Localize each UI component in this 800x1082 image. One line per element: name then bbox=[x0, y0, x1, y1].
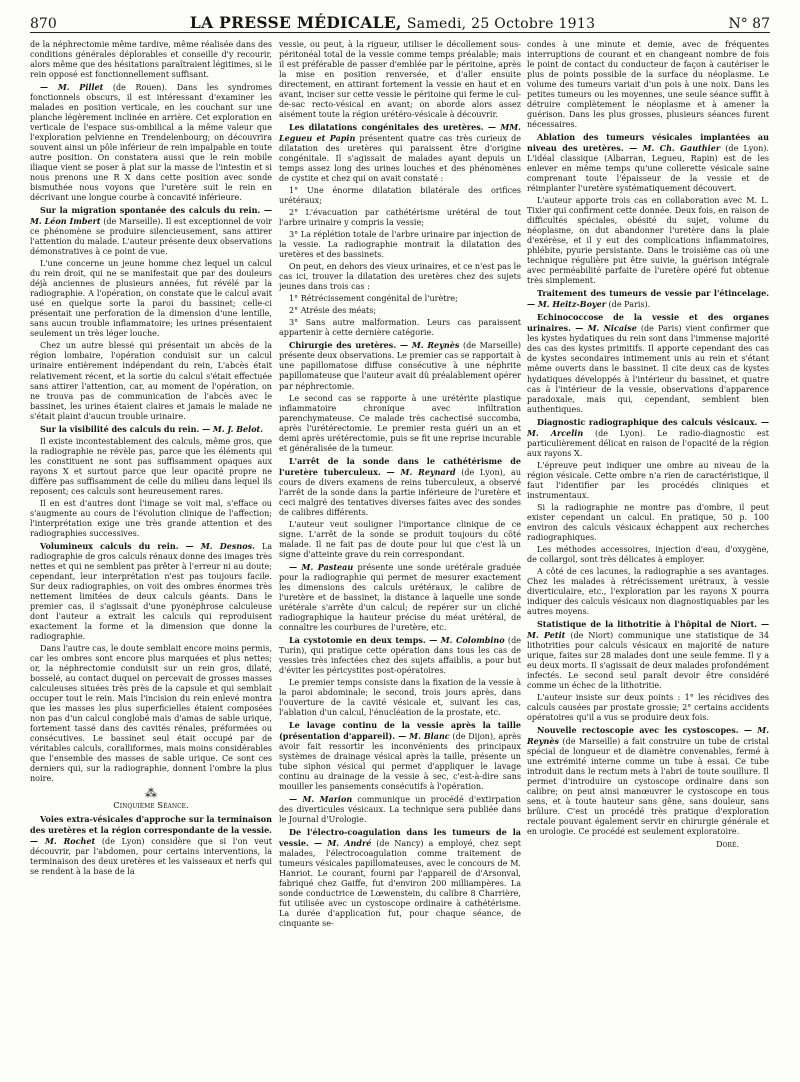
author-name: — M. Reynard bbox=[380, 466, 456, 477]
paragraph-text: (de Lyon) considère que si l'on veut découvrir, par l'abdomen, pour certains interventions, la terminaison des deux uretères et les vaisseaux et nerfs qui se rendent à la base de la bbox=[30, 837, 272, 877]
author-signature: Doré. bbox=[716, 840, 739, 850]
author-name: — M. Heitz-Boyer bbox=[527, 299, 606, 310]
column-3 bbox=[527, 40, 769, 852]
paragraph: condes à une minute et demie, avec de fréquentes interruptions de courant et en changeant nombre de fois le point de contact du conducteur de façon à cautériser le plus de points possible de la surface du néoplasme. Le volume des tumeurs variait d'un pois à une noix. Dans les petites tumeurs ou les moyennes, une seule séance suffit à détruire complètement le néoplasme et à amener la guérison. Dans les plus grosses, plusieurs séances furent nécessaires. bbox=[527, 40, 769, 130]
section-heading: Nouvelle rectoscopie avec les cystoscopes. bbox=[537, 725, 739, 736]
author-name: — M. Blanc bbox=[395, 731, 450, 742]
paragraph: A côté de ces lacunes, la radiographie a ses avantages. Chez les malades à rétrécissement urétraux, à vessie diverticulaire, etc., l'exploration par les rayons X pourra indiquer des calculs vésicaux non diagnostiquables par les autres moyens. bbox=[527, 566, 769, 616]
author-name: — M. Colombino bbox=[425, 634, 505, 645]
paragraph: L'auteur apporte trois cas en collaboration avec M. L. Tixier qui confirment cette donnée. Deux fois, en raison de difficultés spéciales, obésité du sujet, volume du néoplasme, on dut abandonner l'uretère dans la plaie d'exérèse, et il y eut des complications inflammatoires, phlébite, pyurie persistante. Dans le troisième cas où une technique régulière put être suivie, la guérison intégrale avec perméabilité parfaite de l'uretère opéré fut obtenue très simplement. bbox=[527, 196, 769, 286]
section-heading: Echinococcose de la vessie et des organes urinaires. bbox=[527, 312, 769, 334]
paragraph: Il existe incontestablement des calculs, même gros, que la radiographie ne révèle pas, parce que les éléments qui les constituent ne sont pas suffisamment opaques aux rayons X et surtout parce que leur opacité propre ne diffère pas suffisamment de celle du milieu dans lequel ils reposent; ces calculs sont heureusement rares. bbox=[30, 436, 272, 496]
journal-title-line bbox=[190, 13, 595, 32]
author-name: — M. Ch. Gauthier bbox=[623, 143, 721, 154]
paragraph: On peut, en dehors des vieux urinaires, et ce n'est pas le cas ici, trouver la dilatation des uretères chez des sujets jeunes dans trois cas : bbox=[279, 262, 521, 292]
paragraph-text: (de Lyon). Le radio-diagnostic est particulièrement délicat en raison de l'opacité de la région aux rayons X. bbox=[527, 428, 769, 458]
paragraph-text: (de Turin), qui pratique cette opération dans tous les cas de vessies très infectées chez des sujets affaiblis, a pour but d'éviter les péricystites post-opératoires. bbox=[279, 635, 521, 675]
list-item: 1° Une énorme dilatation bilatérale des orifices urétéraux; bbox=[279, 186, 521, 206]
paragraph-text: présentent quatre cas très curieux de dilatation des uretères qui paraissent être d'origine congénitale. Il s'agissait de malades ayant depuis un temps assez long des urines louches et des phénomènes de cystite et chez qui on avait constaté : bbox=[279, 134, 521, 184]
paragraph-text: (de Marseille). Il est exceptionnel de voir ce phénomène se produire silencieusement, sans attirer l'attention du malade. L'auteur présente deux observations démonstratives à ce point de vue. bbox=[30, 217, 272, 257]
column-2 bbox=[279, 40, 521, 931]
page-number: 870 bbox=[30, 16, 57, 32]
journal-name: LA PRESSE MÉDICALE, bbox=[189, 13, 402, 32]
section-heading: Sur la visibilité des calculs du rein. bbox=[40, 423, 200, 434]
section-heading: De l'électro-coagulation dans les tumeurs de la vessie. bbox=[279, 827, 521, 849]
paragraph bbox=[30, 82, 272, 203]
paragraph: L'auteur insiste sur deux points : 1° les récidives des calculs causées par prostate grossie; 2° certains accidents opératoires qu'il a vus se produire deux fois. bbox=[527, 692, 769, 722]
author-name: — M. André bbox=[308, 838, 372, 849]
paragraph: Le second cas se rapporte à une urétérite plastique inflammatoire chronique avec infiltration parenchymateuse. Ce malade très cachectisé succomba, après l'urétérectomie. Le premier resta guéri un an et demi après urétérectomie, puis se fit une reprise incurable et généralisée de la tumeur. bbox=[279, 393, 521, 453]
paragraph-text: (de Paris) vient confirmer que les kystes hydatiques du rein sont dans l'immense majorité des cas des kystes primitifs. Il apporte cependant des cas de kystes secondaires intimement unis au rein et s'étant même ouverts dans le bassinet. Il cite deux cas de kystes hydatiques développés à l'intérieur du bassinet, et quatre cas à l'intérieur de la vessie, observations d'apparence paradoxale, mais qui, cependant, semblent bien authentiques. bbox=[527, 324, 769, 414]
author-name: — M. Petit bbox=[527, 618, 769, 640]
paragraph bbox=[279, 456, 521, 518]
paragraph bbox=[30, 205, 272, 257]
section-heading: Voies extra-vésicales d'approche sur la terminaison des uretères et la région correspondante de la vessie. bbox=[30, 814, 272, 836]
paragraph-text: (de Marseille) a fait construire un tube de cristal spécial de longueur et de diamètre convenables, fermé à une extrémité interne comme un tube à essai. Ce tube introduit dans le rectum mets à l'abri de toute souillure. Il permet d'introduire un cystoscope ordinaire dans son calibre; on peut ainsi manœuvrer le cystoscope en tous sens, et à toute hauteur sans gêne, sans douleur, sans brûlure. C'est un procédé très pratique d'exploration rectale pouvant également servir en chirurgie générale et en urologie. Ce procédé est seulement exploratoire. bbox=[527, 737, 769, 837]
section-heading: Ablation des tumeurs vésicales implantées au niveau des uretères. bbox=[527, 132, 769, 154]
paragraph bbox=[279, 562, 521, 633]
paragraph-text: communique un procédé d'extirpation des diverticules vésicaux. La technique sera publiée dans le Journal d'Urologie. bbox=[279, 795, 521, 825]
paragraph-text: (de Dijon), après avoir fait ressortir les inconvénients des principaux systèmes de drainage vésical après la taille, présente un tube siphon vésical qui permet d'appliquer le lavage continu au drainage de la vessie à sec, c'est-à-dire sans mouiller les pansements consécutifs à l'opération. bbox=[279, 732, 521, 792]
paragraph: Chez un autre blessé qui présentait un abcès de la région lombaire, l'opération conduisit sur un calcul urinaire entièrement indépendant du rein, L'abcès était relativement récent, et la sortie du calcul s'était effectuée sans attirer l'attention, car, au moment de l'opération, on ne trouva pas de communication de l'abcès avec le bassinet, les urines étaient claires et jamais le malade ne s'était plaint d'aucun trouble urinaire. bbox=[30, 341, 272, 421]
section-heading: Diagnostic radiographique des calculs vésicaux. bbox=[537, 416, 758, 427]
paragraph: Il en est d'autres dont l'image se voit mal, s'efface ou s'augmente au cours de l'évolution clinique de l'affection; l'interprétation exige une très grande attention et des radiographies successives. bbox=[30, 498, 272, 538]
paragraph: Le premier temps consiste dans la fixation de la vessie à la paroi abdominale; le second, trois jours après, dans l'ouverture de la cavité vésicale et, suivant les cas, l'ablation d'un calcul, l'énucléation de la prostate, etc. bbox=[279, 677, 521, 717]
paragraph-text: présente une sonde urétérale graduée pour la radiographie qui permet de mesurer exactement les dimensions des calculs urétéraux, le calibre de l'uretère et de bassinet, la distance à laquelle une sonde urétérale s'arrête d'un calcul; de repérer sur un cliché radiographique la hauteur précise du méat urétéral, de connaître les courbures de l'uretère, etc. bbox=[279, 562, 521, 632]
paragraph bbox=[279, 827, 521, 929]
paragraph: vessie, ou peut, à la rigueur, utiliser le décollement sous-péritonéal total de la vessie comme temps préalable; mais il est préférable de passer d'emblée par le péritoine, après la mise en position renversée, et d'aller ensuite directement, en attirant fortement la vessie en haut et en avant, inciser sur cette vessie le péritoine qui ferme le cul-de-sac recto-vésical en avant; on aborde alors assez aisément toute la région urétéro-vésicale à découvrir. bbox=[279, 40, 521, 120]
section-heading: Volumineux calculs du rein. bbox=[40, 540, 179, 551]
author-name: — M. Marion bbox=[289, 794, 353, 805]
section-heading: Chirurgie des uretères. bbox=[289, 340, 397, 351]
paragraph bbox=[30, 424, 272, 435]
section-heading: L'arrêt de la sonde dans le cathétérisme de l'uretère tuberculeux. bbox=[279, 455, 521, 477]
paragraph: de la néphrectomie même tardive, même réalisée dans des conditions générales déplorables et conseille d'y recourir, alors même que des hésitations paraîtraient légitimes, si le rein opposé est fonctionnellement suffisant. bbox=[30, 40, 272, 80]
paragraph-text: (de Lyon). L'idéal classique (Albarran, Legueu, Rapin) est de les enlever en même temps qu'une collerette vésicale saine comprenant toute l'épaisseur de la vessie et de réimplanter l'uretère systématiquement découvert. bbox=[527, 144, 769, 194]
paragraph bbox=[527, 312, 769, 414]
section-heading: Le lavage continu de la vessie après la taille (présentation d'appareil). bbox=[279, 720, 521, 742]
paragraph bbox=[30, 541, 272, 642]
session-heading: Cinquième Séance. bbox=[113, 801, 189, 812]
author-name: — MM. Legueu et Papin bbox=[279, 122, 521, 144]
list-item: 3° La réplétion totale de l'arbre urinaire par injection de la vessie. La radiographie montrait la dilatation des uretères et des bassinets. bbox=[279, 230, 521, 260]
section-heading: Statistique de la lithotritie à l'hôpital de Niort. bbox=[537, 618, 757, 629]
issue-date: Samedi, 25 Octobre 1913 bbox=[406, 16, 596, 32]
list-item: 2° L'évacuation par cathétérisme urétéral de tout l'arbre urinaire y compris la vessie; bbox=[279, 208, 521, 228]
author-name: — M. Léon Imbert bbox=[30, 205, 272, 227]
paragraph bbox=[527, 132, 769, 194]
author-name: — M. J. Belot. bbox=[199, 423, 264, 434]
list-item: 3° Sans autre malformation. Leurs cas paraissent appartenir à cette dernière catégorie. bbox=[279, 318, 521, 338]
author-name: — M. Pillet bbox=[40, 82, 104, 93]
paragraph-text: (de Paris). bbox=[605, 300, 651, 310]
section-heading: La cystotomie en deux temps. bbox=[289, 634, 426, 645]
paragraph bbox=[527, 288, 769, 310]
list-item: 1° Rétrécissement congénital de l'urètre; bbox=[289, 294, 458, 304]
paragraph bbox=[279, 794, 521, 825]
paragraph: Dans l'autre cas, le doute semblait encore moins permis, car les ombres sont encore plus marquées et plus nettes; or, la néphrectomie conduisit sur un rein gros, dilaté, bosselé, au contact duquel on percevait de grosses masses calculeuses situées très près de la capsule et qui semblait occuper tout le rein. Mais l'incision du rein enlevé montra que les masses les plus superficielles étaient composées non pas d'un calcul conglobé mais d'amas de sable urique, fortement tassé dans des cavités rénales, préformées ou consécutives. Le bassinet seul était occupé par de véritables calculs, coralliformes, mais moins considérables que l'ensemble des masses de sable urique. Ce sont ces derniers qui, sur la radiographie, donnent l'ombre la plus noire. bbox=[30, 643, 272, 784]
paragraph bbox=[527, 725, 769, 837]
section-ornament: ⁂ bbox=[145, 786, 157, 801]
author-name: — M. Rochet bbox=[30, 836, 96, 847]
author-name: — M. Reynès bbox=[396, 340, 460, 351]
paragraph bbox=[527, 417, 769, 459]
section-heading: Traitement des tumeurs de vessie par l'étincelage. bbox=[537, 288, 769, 299]
paragraph: L'épreuve peut indiquer une ombre au niveau de la région vésicale. Cette ombre n'a rien de caractéristique, il faut l'identifier par les procédés cliniques et instrumentaux. bbox=[527, 460, 769, 500]
paragraph: Les méthodes accessoires, injection d'eau, d'oxygène, de collargol, sont très délicates à employer. bbox=[527, 544, 769, 564]
paragraph: L'auteur veut souligner l'importance clinique de ce signe. L'arrêt de la sonde se produit toujours du côté malade. Il ne fait pas de doute pour lui que c'est là un signe d'atteinte grave du rein correspondant. bbox=[279, 519, 521, 559]
paragraph bbox=[279, 340, 521, 391]
author-name: — M. Pasteau bbox=[289, 561, 354, 572]
author-name: — M. Reynès bbox=[527, 725, 769, 747]
paragraph bbox=[279, 122, 521, 184]
paragraph bbox=[279, 720, 521, 792]
paragraph-text: (de Marseille) présente deux observations. Le premier cas se rapportait à une papillomatose diffuse consécutive à une néphrite papillomateuse que l'auteur avait dû préalablement opérer par néphrectomie. bbox=[279, 341, 521, 391]
paragraph-text: (de Nancy) a employé, chez sept malades, l'électrocoagulation comme traitement de tumeurs vésicales papillomateuses, avec le concours de M. Hanriot. Le courant, fourni par l'appareil de d'Arsonval, fabriqué chez Gaiffe, fut d'environ 200 milliampères. La sonde conductrice de Lœwenstein, du calibre 8 Charrière, fut utilisée avec un cystoscope ordinaire à cathétérisme. La durée d'application fut, pour chaque séance, de cinquante se- bbox=[279, 839, 521, 929]
page-header bbox=[30, 6, 770, 33]
paragraph bbox=[30, 814, 272, 877]
column-1 bbox=[30, 40, 272, 879]
paragraph bbox=[279, 635, 521, 676]
paragraph: L'une concerne un jeune homme chez lequel un calcul du rein droit, qui ne se manifestait que par des douleurs déjà anciennes de plusieurs années, fut révélé par la radiographie. A l'opération, on constate que le calcul avait usé en quelque sorte la paroi du bassinet; celle-ci présentait une perforation de la dimension d'une lentille, sans aucun trouble inflammatoire; les urines présentaient seulement un très léger louche. bbox=[30, 259, 272, 339]
paragraph-text: La radiographie de gros calculs rénaux donne des images très nettes et qui ne semblent pas prêter à l'erreur ni au doute; cependant, leur interprétation n'est pas toujours facile. Sur deux radiographies, on voit des ombres énormes très nettement limitées de deux calculs géants. Dans le premier cas, il s'agissait d'une pyonéphrose calculeuse dont l'auteur a extrait les calculs qui reproduisent exactement la forme et la dimension que donne la radiographie. bbox=[30, 541, 272, 641]
paragraph-text: (de Niort) communique une statistique de 34 lithotrities pour calculs vésicaux en majorité de nature urique, faites sur 28 malades dont une seule femme. Il y a eu deux morts. Il s'agissait de deux malades profondément infectés. Le second seul paraît devoir être considéré comme un échec de la lithotritie. bbox=[527, 630, 769, 690]
author-name: — M. Desnos. bbox=[178, 540, 255, 551]
list-item: 2° Atrésie des méats; bbox=[289, 306, 377, 316]
issue-number: N° 87 bbox=[728, 16, 770, 32]
author-name: — M. Arcelin bbox=[527, 416, 769, 438]
paragraph-text: (de Rouen). Dans les syndromes fonctionnels obscurs, il est intéressant d'examiner les malades en position verticale, en les couchant sur une planche légèrement inclinée en arrière. Cet exploration en verticale de l'espace sus-ombilical a la même valeur que l'exploration pelvienne en Trendelenbourg; on découvrira souvent ainsi un pôle inférieur de rein impalpable en toute autre position. On constatera aussi que le rein mobile iliaque vient se poser à plat sur la masse de l'intestin et si nous prenons une R X dans cette position avec sonde bismuthée nous voyons que l'uretère suit le rein en décrivant une longue courbe à concavité inférieure. bbox=[30, 83, 272, 203]
paragraph-text: (de Lyon), au cours de divers examens de reins tuberculeux, a observé l'arrêt de la sonde dans la partie inférieure de l'uretère et ceci malgré des tentatives diverses faites avec des sondes de calibres différents. bbox=[279, 467, 521, 517]
section-heading: Sur la migration spontanée des calculs du rein. bbox=[40, 205, 261, 216]
paragraph bbox=[527, 619, 769, 691]
author-name: — M. Nicaise bbox=[570, 323, 637, 334]
section-heading: Les dilatations congénitales des uretères. bbox=[289, 122, 484, 133]
paragraph: Si la radiographie ne montre pas d'ombre, il peut exister cependant un calcul. En pratique, 50 p. 100 environ des calculs vésicaux échappent aux recherches radiographiques. bbox=[527, 502, 769, 542]
